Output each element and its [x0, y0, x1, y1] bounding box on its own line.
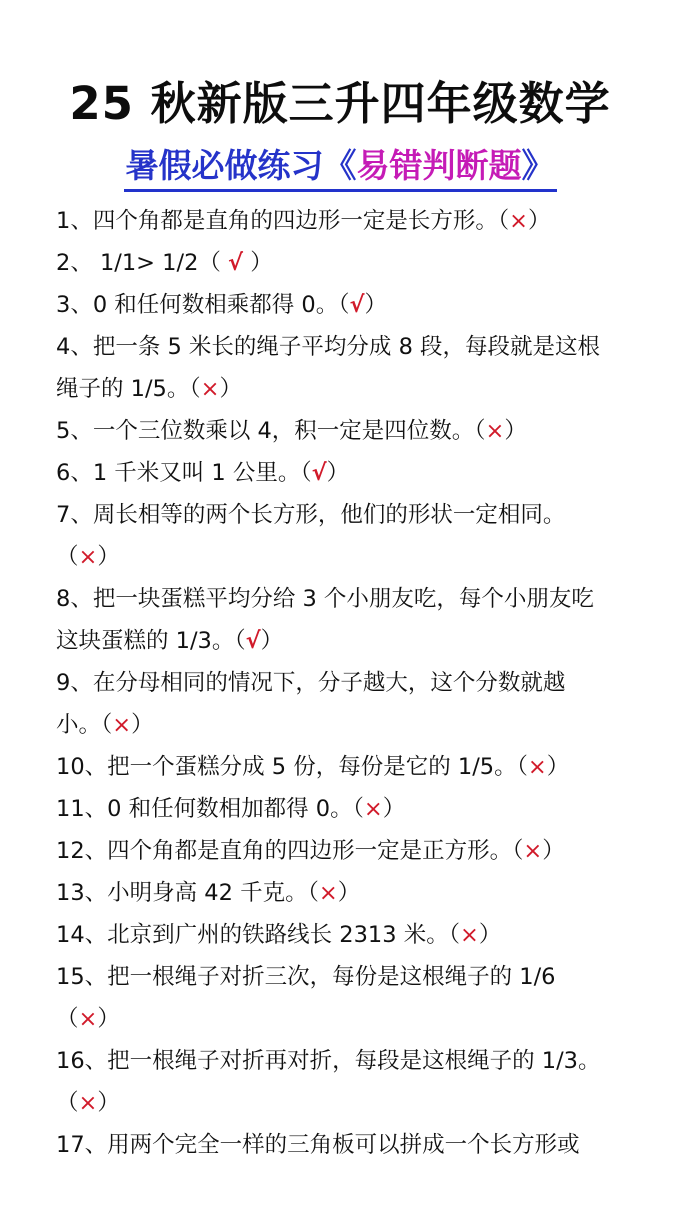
- question-line: [56, 452, 656, 494]
- question-line: [56, 914, 656, 956]
- question-text: 小。（: [56, 712, 113, 738]
- question-text: 15、把一根绳子对折三次，每份是这根绳子的 1/6: [56, 964, 556, 990]
- page-title: 25 秋新版三升四年级数学: [69, 77, 611, 130]
- question-line: [56, 200, 656, 242]
- question-line: [56, 410, 656, 452]
- closing-paren: ）: [364, 292, 388, 318]
- question-line: [56, 578, 656, 620]
- closing-paren: ）: [97, 1006, 120, 1032]
- question-item: [56, 410, 656, 452]
- question-line: [56, 326, 656, 368]
- question-item: [56, 284, 656, 326]
- question-text: 17、用两个完全一样的三角板可以拼成一个长方形或: [56, 1132, 580, 1158]
- subtitle-container: [0, 143, 680, 192]
- cross-mark-icon: ×: [523, 838, 543, 864]
- question-item: [56, 788, 656, 830]
- question-item: [56, 578, 656, 662]
- question-line: [56, 998, 656, 1040]
- question-item: [56, 1040, 656, 1124]
- cross-mark-icon: ×: [363, 796, 383, 822]
- closing-paren: ）: [504, 418, 527, 444]
- question-text: 14、北京到广州的铁路线长 2313 米。（: [56, 922, 460, 948]
- check-mark-icon: √: [228, 250, 244, 276]
- question-text: 4、把一条 5 米长的绳子平均分成 8 段，每段就是这根: [56, 334, 601, 360]
- question-item: [56, 914, 656, 956]
- question-item: [56, 242, 656, 284]
- cross-mark-icon: ×: [318, 880, 338, 906]
- closing-paren: ）: [260, 628, 284, 654]
- question-item: [56, 746, 656, 788]
- cross-mark-icon: ×: [459, 922, 479, 948]
- question-text: 16、把一根绳子对折再对折，每段是这根绳子的 1/3。: [56, 1048, 601, 1074]
- closing-paren: ）: [243, 250, 273, 276]
- closing-paren: ）: [326, 460, 350, 486]
- question-text: 13、小明身高 42 千克。（: [56, 880, 319, 906]
- closing-paren: ）: [97, 544, 120, 570]
- question-text: （: [56, 1006, 79, 1032]
- question-item: [56, 872, 656, 914]
- question-item: [56, 956, 656, 1040]
- check-mark-icon: √: [245, 628, 261, 654]
- question-text: 7、周长相等的两个长方形，他们的形状一定相同。: [56, 502, 566, 528]
- question-text: 10、把一个蛋糕分成 5 份，每份是它的 1/5。（: [56, 754, 528, 780]
- closing-paren: ）: [382, 796, 406, 822]
- question-text: 5、一个三位数乘以 4，积一定是四位数。（: [56, 418, 486, 444]
- question-line: [56, 704, 656, 746]
- question-text: （: [56, 544, 79, 570]
- question-list: [56, 200, 656, 1166]
- question-item: [56, 662, 656, 746]
- closing-paren: ）: [527, 208, 551, 234]
- subtitle-part-2: 易错判断题: [356, 146, 522, 185]
- question-line: [56, 536, 656, 578]
- closing-paren: ）: [131, 712, 154, 738]
- closing-paren: ）: [478, 922, 502, 948]
- question-text: 11、0 和任何数相加都得 0。（: [56, 796, 364, 822]
- closing-paren: ）: [542, 838, 565, 864]
- question-line: [56, 494, 656, 536]
- question-line: [56, 830, 656, 872]
- closing-paren: ）: [219, 376, 242, 402]
- question-line: [56, 872, 656, 914]
- question-line: [56, 284, 656, 326]
- cross-mark-icon: ×: [78, 1090, 98, 1116]
- cross-mark-icon: ×: [485, 418, 505, 444]
- cross-mark-icon: ×: [527, 754, 547, 780]
- cross-mark-icon: ×: [78, 1006, 98, 1032]
- question-line: [56, 368, 656, 410]
- question-item: [56, 830, 656, 872]
- subtitle-part-1: 暑假必做练习《: [125, 146, 357, 185]
- closing-paren: ）: [97, 1090, 120, 1116]
- question-line: [56, 662, 656, 704]
- question-text: 1、四个角都是直角的四边形一定是长方形。（: [56, 208, 510, 234]
- question-line: [56, 1082, 656, 1124]
- question-text: 3、0 和任何数相乘都得 0。（: [56, 292, 350, 318]
- question-text: 绳子的 1/5。（: [56, 376, 201, 402]
- question-line: [56, 1124, 656, 1166]
- closing-paren: ）: [546, 754, 570, 780]
- check-mark-icon: √: [349, 292, 365, 318]
- question-item: [56, 452, 656, 494]
- cross-mark-icon: ×: [78, 544, 98, 570]
- question-line: [56, 1040, 656, 1082]
- question-line: [56, 956, 656, 998]
- question-line: [56, 242, 656, 284]
- question-text: 9、在分母相同的情况下，分子越大，这个分数就越: [56, 670, 566, 696]
- question-line: [56, 746, 656, 788]
- question-line: [56, 788, 656, 830]
- check-mark-icon: √: [311, 460, 327, 486]
- question-item: [56, 200, 656, 242]
- question-item: [56, 326, 656, 410]
- cross-mark-icon: ×: [200, 376, 220, 402]
- subtitle-part-3: 》: [521, 146, 555, 185]
- question-text: 6、1 千米又叫 1 公里。（: [56, 460, 312, 486]
- question-text: 12、四个角都是直角的四边形一定是正方形。（: [56, 838, 524, 864]
- closing-paren: ）: [337, 880, 361, 906]
- cross-mark-icon: ×: [112, 712, 132, 738]
- cross-mark-icon: ×: [509, 208, 528, 234]
- question-text: （: [56, 1090, 79, 1116]
- question-text: 8、把一块蛋糕平均分给 3 个小朋友吃，每个小朋友吃: [56, 586, 594, 612]
- question-text: 2、 1/1> 1/2（: [56, 250, 229, 276]
- subtitle: [124, 143, 557, 192]
- question-item: [56, 1124, 656, 1166]
- question-item: [56, 494, 656, 578]
- question-line: [56, 620, 656, 662]
- question-text: 这块蛋糕的 1/3。（: [56, 628, 246, 654]
